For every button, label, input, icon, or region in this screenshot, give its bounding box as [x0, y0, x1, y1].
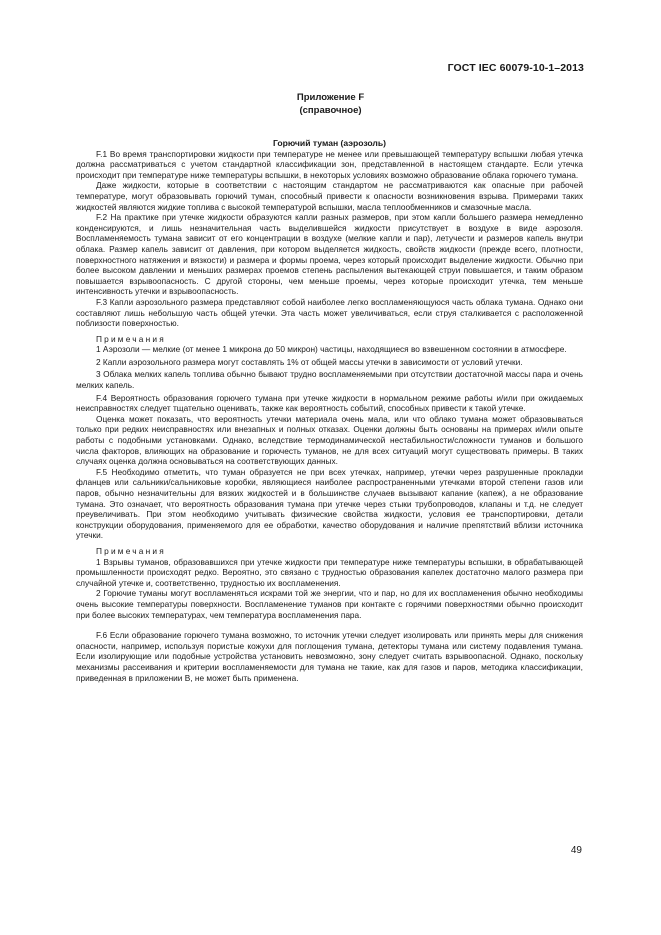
- note-item: 1 Аэрозоли — мелкие (от менее 1 микрона до 50 микрон) частицы, находящиеся во взвешенном состоянии в атмосфере.: [96, 344, 567, 355]
- appendix-subtitle: (справочное): [299, 105, 362, 116]
- document-body: [76, 138, 583, 683]
- paragraph-f5: F.5 Необходимо отметить, что туман образуется не при всех утечках, например, утечки через разрушенные прокладки фланцев или сальники/сальниковые коробки, являющиеся наиболее распространенными утечками второй степени газов или паров, обычно незначительны для вязких жидкостей и в большинстве случаев вызывают капание (капеж), а не образование тумана. Это означает, что вероятность образования тумана при утечке через стыки трубопроводов, клапаны и т.д. не следует преувеличивать. При этом необходимо учитывать физические свойства жидкости, условия ее транспортировки, детали конструкции оборудования, применяемого для ее обработки, качество оборудования и наличие препятствий вблизи источника утечки.: [76, 466, 583, 541]
- section-title: Горючий туман (аэрозоль): [272, 138, 387, 148]
- paragraph-f6: F.6 Если образование горючего тумана возможно, то источник утечки следует изолировать или принять меры для снижения опасности, например, используя пористые кожухи для поглощения тумана, детекторы тумана или систему подавления тумана. Если изолирующие или подобные устройства установить невозможно, зону следует считать взрывоопасной. Однако, поскольку механизмы рассеивания и критерии воспламеняемости для тумана не такие, как для газов и паров, методика классификации, приведенная в приложении B, не может быть применена.: [76, 630, 583, 683]
- note-item: 1 Взрывы туманов, образовавшихся при утечке жидкости при температуре ниже температуры вспышки, в обрабатывающей промышленности происходят редко. Вероятно, это связано с трудностью образования капелек достаточно малого размера при случайной утечке и, соответственно, трудностью их воспламенения.: [76, 556, 583, 588]
- paragraph-f4: F.4 Вероятность образования горючего тумана при утечке жидкости в нормальном режиме работы и/или при ожидаемых неисправностях следует тщательно оценивать, также как вероятность событий, способных привести к такой утечке.: [76, 392, 583, 414]
- note-item: 2 Горючие туманы могут воспламеняться искрами той же энергии, что и пар, но для их воспламенения обычно необходимы очень высокие температуры поверхности. Воспламенение туманов при контакте с горячими поверхностями обычно происходит при более высоких температурах, чем температура воспламенения пара.: [76, 588, 583, 620]
- paragraph-f2: F.2 На практике при утечке жидкости образуются капли разных размеров, при этом капли большего размера немедленно конденсируются, и лишь незначительная часть выделившейся жидкости присутствует в воздухе в виде аэрозоля. Воспламеняемость тумана зависит от его концентрации в воздухе (мелкие капли и пар), летучести и размеров капель внутри облака. Размер капель зависит от давления, при котором выделяется жидкость, свойств жидкости (прежде всего, плотности, поверхностного натяжения и вязкости) и размера и формы проема, через который происходит выделение жидкости. Обычно при более высоком давлении и меньших размерах проемов степень распыления вытекающей струи повышается, и таким образом повышается взрывоопасность. С другой стороны, чем меньше проемы, через которые происходит утечка, тем меньше интенсивность утечки и взрывоопасность.: [76, 212, 583, 297]
- paragraph-f3: F.3 Капли аэрозольного размера представляют собой наиболее легко воспламеняющуюся часть облака тумана. Однако они составляют лишь небольшую часть общей утечки. Эта часть может увеличиваться, если струя сталкивается с расположенной поблизости поверхностью.: [76, 296, 583, 329]
- paragraph-f4-cont: Оценка может показать, что вероятность утечки материала очень мала, или что облако тумана может образовываться только при редких неисправностях или внезапных и полных отказах. Оценки должны быть основаны на примерах и/или опыте работы с подобными установками. Однако, вследствие термодинамической нестабильности/сложности туманов и большого числа факторов, влияющих на образование и горючесть туманов, не для всех ситуаций могут существовать примеры. В таких случаях оценка должна основываться на соответствующих данных.: [76, 413, 583, 467]
- note-item: 3 Облака мелких капель топлива обычно бывают трудно воспламеняемыми при отсутствии достаточной массы пара и очень мелких капель.: [76, 369, 583, 391]
- note-item: 2 Капли аэрозольного размера могут составлять 1% от общей массы утечки в зависимости от условий утечки.: [96, 356, 523, 367]
- standard-header: ГОСТ IEC 60079-10-1–2013: [447, 62, 584, 74]
- page-number: 49: [570, 845, 582, 856]
- appendix-title: Приложение F: [296, 92, 365, 103]
- notes-title: Примечания: [96, 333, 166, 344]
- paragraph-f1: F.1 Во время транспортировки жидкости при температуре не менее или превышающей температуру вспышки любая утечка должна рассматриваться с учетом стандартной классификации зон, представленной в настоящем стандарте. Если утечка происходит при температуре ниже температуры вспышки, в некоторых условиях возможно образование облака горючего тумана.: [76, 148, 583, 180]
- paragraph-f1-cont: Даже жидкости, которые в соответствии с настоящим стандартом не рассматриваются как опасные при рабочей температуре, могут образовывать горючий туман, способный привести к опасности возникновения взрыва. Примерами таких жидкостей являются жидкие топлива с высокой температурой вспышки, масла теплообменников и смазочные масла.: [76, 180, 583, 212]
- notes-title: Примечания: [96, 545, 166, 556]
